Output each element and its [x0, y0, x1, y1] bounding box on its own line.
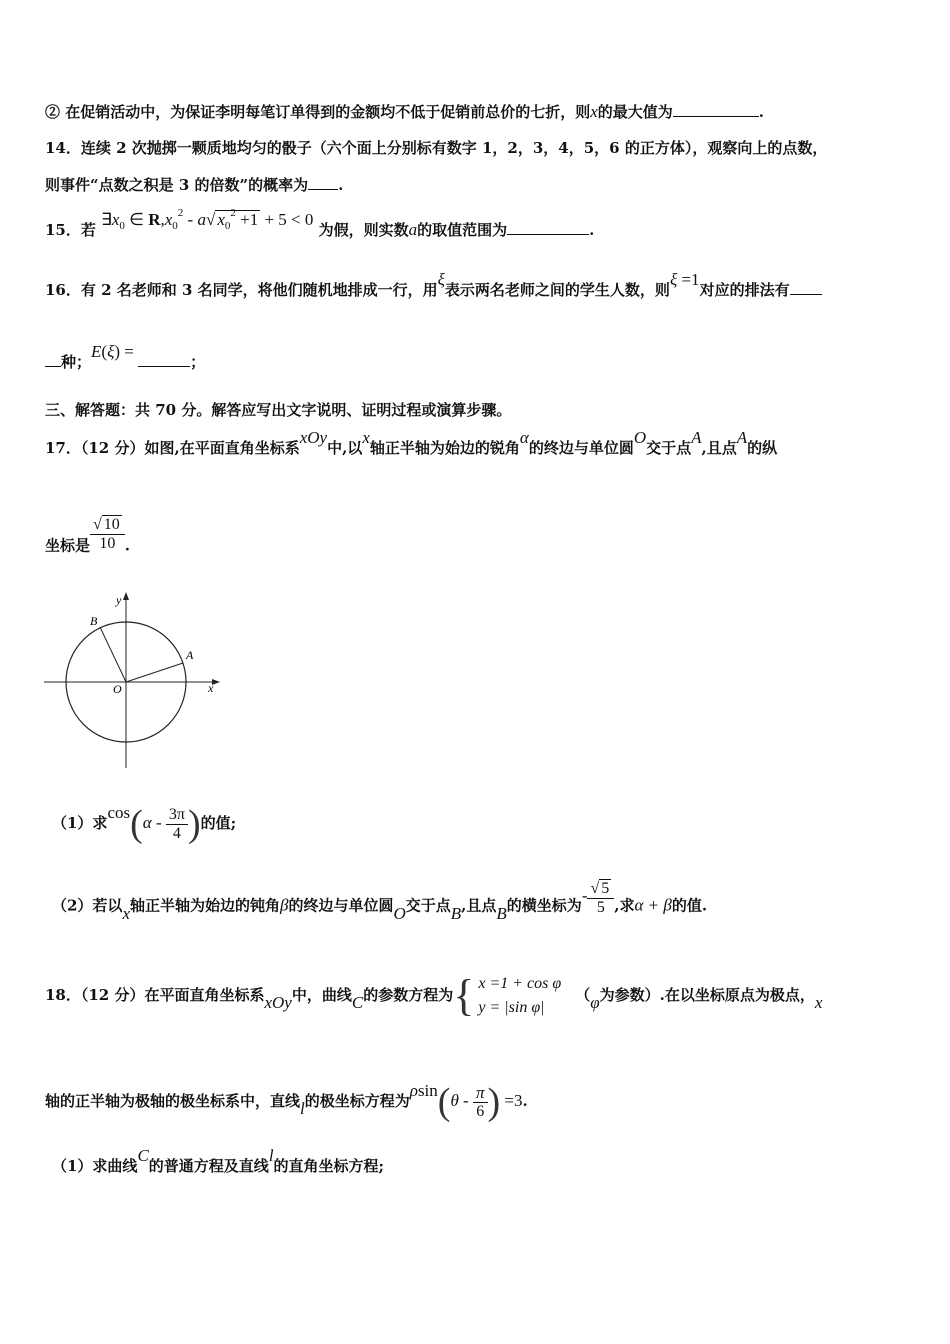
- y-axis-arrow: [123, 592, 129, 600]
- text-line: ② 在促销活动中，为保证李明每笔订单得到的金额均不低于促销前总价的七折，则x的最大值为 .: [45, 102, 765, 121]
- fraction: $\frac{\pi}{6}$: [473, 1084, 488, 1121]
- label-a: A: [186, 648, 194, 662]
- question-17-cont: 坐标是 $\frac{√ 10}{10}$ .: [45, 516, 131, 555]
- question-17-part2: （2）若以x轴正半轴为始边的钝角β的终边与单位圆O交于点B,且点B的横坐标为- $\frac{√ 5}{5}$ ,求α + β的值.: [52, 880, 708, 923]
- label-o: O: [113, 682, 122, 696]
- fraction: $\frac{3\pi}{4}$: [166, 806, 188, 843]
- question-18-part1: （1）求曲线C的普通方程及直线l的直角坐标方程;: [52, 1146, 385, 1175]
- question-16-cont: 种；E(ξ) = ；: [45, 352, 205, 372]
- unit-circle-figure: [40, 590, 225, 770]
- question-18-cont: 轴的正半轴为极轴的极坐标系中，直线l的极坐标方程为ρsin(θ - $\frac{\pi}{6}$ ) =3.: [45, 1081, 528, 1123]
- answer-blank: [790, 280, 822, 295]
- ray-ob: [100, 627, 126, 682]
- fraction: $\frac{√ 5}{5}$: [587, 880, 614, 917]
- answer-blank: [45, 352, 61, 367]
- answer-blank: [507, 220, 589, 235]
- label-b: B: [90, 614, 98, 628]
- answer-blank: [138, 352, 190, 367]
- question-18: 18．（12 分）在平面直角坐标系xOy中，曲线C的参数方程为 { x =1 + cos φ y = |sin φ| （φ为参数）.在以坐标原点为极点，x: [45, 971, 823, 1020]
- parametric-system: { x =1 + cos φ y = |sin φ|: [453, 971, 562, 1020]
- answer-blank: [308, 175, 338, 190]
- ray-oa: [126, 663, 183, 682]
- question-14: 14．连续 2 次抛掷一颗质地均匀的骰子（六个面上分别标有数字 1，2，3，4，5，6 的正方体），观察向上的点数，: [45, 139, 828, 157]
- question-17-part1: （1）求cos(α - $\frac{3\pi}{4}$ )的值;: [52, 803, 237, 845]
- label-y: y: [116, 593, 122, 607]
- question-15: 15．若 $\exists x_0$ ∈ $R,x_0^2 - a√$ $x_0^2 +1 + 5 < 0$ 为假，则实数a的取值范围为 .: [45, 207, 595, 239]
- question-16: 16．有 2 名老师和 3 名同学，将他们随机地排成一行，用ξ表示两名老师之间的学生人数，则ξ =1对应的排法有: [45, 280, 822, 300]
- question-17: 17．（12 分）如图,在平面直角坐标系xOy中,以x轴正半轴为始边的锐角α的终边与单位圆O交于点A,且点A的纵: [45, 428, 778, 457]
- section-heading: 三、解答题：共 70 分。解答应写出文字说明、证明过程或演算步骤。: [45, 401, 512, 419]
- fraction: $\frac{√ 10}{10}$: [90, 516, 125, 553]
- label-x: x: [208, 681, 214, 695]
- question-14-cont: 则事件“点数之积是 3 的倍数”的概率为 .: [45, 176, 344, 194]
- answer-blank: [673, 102, 759, 117]
